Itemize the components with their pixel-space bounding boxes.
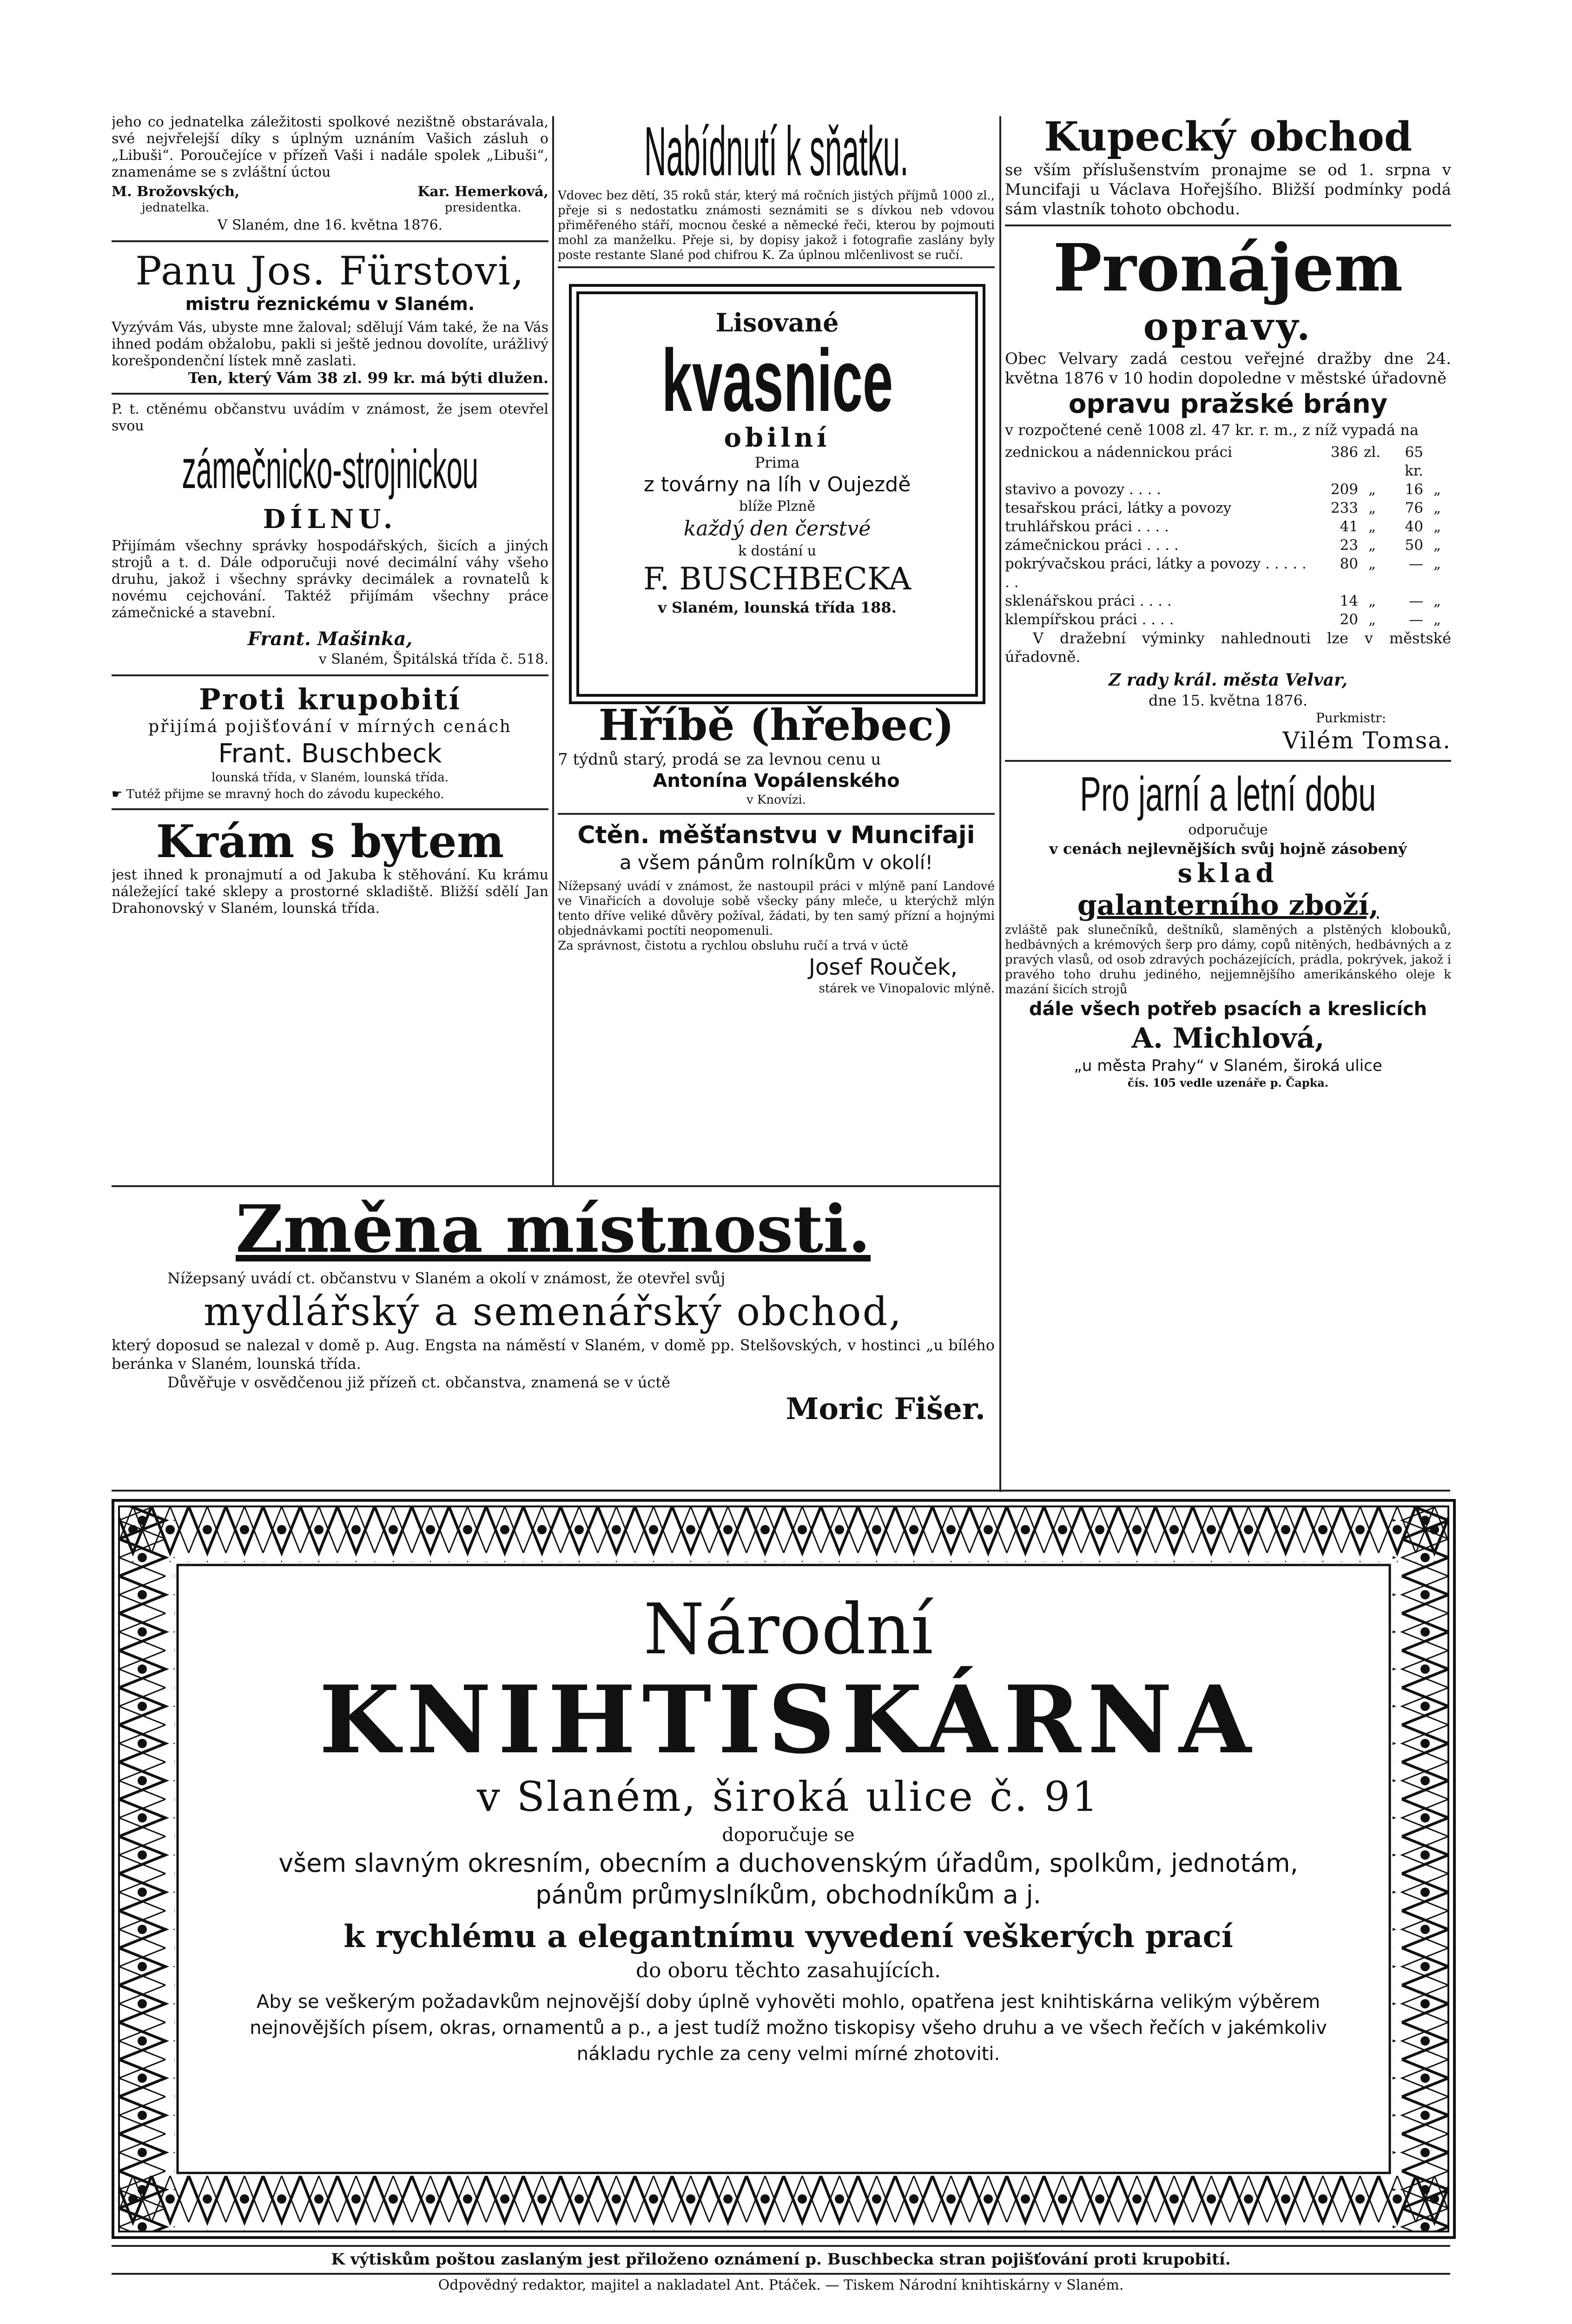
divider — [112, 240, 548, 242]
krupobiti-title: Proti krupobití — [199, 682, 461, 716]
zmena-signature: Moric Fišer. — [786, 1392, 985, 1426]
row-unit: „ — [1368, 500, 1376, 516]
muncifaj-text: Nížepsaný uvádí v známost, že nastoupil práci v mlýně paní Landové ve Vinařicích a dovoluje sobě všecky pány mleče, u kterýchž mlýn tento dříve veliké důvěry požíval, žádati, by ten samý přízní a hojnými objednávkami poctíti neopomenuli. — [558, 879, 995, 938]
row-item: zámečnickou práci . . . . — [1005, 537, 1179, 554]
row-zl: 23 — [1340, 537, 1358, 554]
kn-l1: Národní — [643, 1589, 933, 1670]
pronajem-row — [1005, 536, 1451, 555]
divider — [1005, 760, 1451, 762]
row-unit: „ — [1368, 555, 1376, 572]
snatek-title — [558, 114, 995, 188]
divider — [1005, 224, 1451, 226]
row-ditto: „ — [1433, 611, 1441, 628]
kvasnice-l2: kvasnice — [661, 331, 893, 430]
pronajem-text: v rozpočtené ceně 1008 zl. 47 kr. r. m., z níž vypadá na — [1005, 421, 1419, 439]
kvasnice-l5: z továrny na líh v Oujezdě — [643, 473, 911, 496]
kvasnice-l6: blíže Plzně — [739, 498, 816, 515]
row-zl: 386 — [1330, 444, 1358, 461]
kram-text: jest ihned k pronajmutí a od Jakuba k stěhování. Ku krámu náležející také sklepy a prostorné skladiště. Bližší sdělí Jan Drahonovský v Slaném, lounská třída. — [112, 867, 548, 917]
jaro-address: „u města Prahy“ v Slaném, široká ulice — [1074, 1056, 1382, 1075]
kvasnice-l1: Lisované — [715, 308, 839, 337]
muncifaj-title: Ctěn. měšťanstvu v Muncifaji — [577, 821, 975, 849]
row-item: pokrývačskou práci, látky a povozy . . . . . . . — [1005, 555, 1307, 591]
row-unit: „ — [1368, 481, 1376, 498]
furst-title: Panu Jos. Fürstovi, — [135, 248, 525, 294]
zamecnik-text: Přijímám všechny správky hospodářských, šicích a jiných strojů a t. d. Dále odporučuji nové decimální váhy všeho druhu, jakož i všechny správky decimálek a rovnatelů k novému cejchování. Taktéž přijímám všechny práce zámečnické a stavební. — [112, 538, 548, 621]
row-kr: — — [1409, 611, 1423, 628]
zmena-text2: Důvěřuje v osvědčenou již přízeň ct. občanstva, znamená se v úctě — [167, 1373, 671, 1391]
pronajem-title: Pronájem — [1053, 230, 1403, 306]
left-column — [112, 114, 548, 917]
pronajem-subtitle: opravy. — [1143, 304, 1313, 349]
sig1-name: M. Brožovských, — [112, 184, 240, 200]
kvasnice-frame — [576, 291, 978, 697]
hribe-line1: 7 týdnů starý, prodá se za levnou cenu u — [558, 750, 881, 769]
zmena-ad — [112, 1190, 995, 1427]
pronajem-head: opravu pražské brány — [1068, 389, 1388, 419]
row-ditto: „ — [1433, 593, 1441, 609]
jaro-text: zvláště pak slunečníků, deštníků, slaměných a plstěných klobouků, hedbávných a krémových šerp pro dámy, copů nitěných, hedbávných a z pravých vlasů, od osob zdravých pocházejících, prádla, pokrývek, jakož i pravého toho druhu jediného, nejjemnějšího amerikánského oleje k mazání šicích strojů — [1005, 923, 1451, 997]
column-rule-right — [999, 116, 1001, 1492]
jaro-l3: sklad — [1177, 858, 1279, 889]
kn-l8: do oboru těchto zasahujících. — [635, 1959, 941, 1982]
row-unit: zl. — [1363, 444, 1381, 461]
zmena-title: Změna místnosti. — [235, 1191, 871, 1268]
kvasnice-l3: obilní — [724, 423, 831, 453]
jaro-l4: galanterního zboží, — [1077, 889, 1379, 922]
knihtiskarna-frame — [112, 1499, 1456, 2239]
row-zl: 209 — [1330, 481, 1358, 498]
kvasnice-l7: každý den čerstvé — [683, 517, 871, 541]
krupobiti-name: Frant. Buschbeck — [218, 739, 442, 769]
libuse-signatures — [112, 184, 548, 215]
pronajem-sign-name: Vilém Tomsa. — [1282, 727, 1451, 754]
footer-imprint: Odpovědný redaktor, majitel a nakladatel Ant. Ptáček. — Tiskem Národní knihtiskárny v Slaném. — [438, 2277, 1124, 2293]
kn-l9: Aby se veškerým požadavkům nejnovější doby úplně vyhověti mohlo, opatřena jest knihtiskárna velikým výběrem nejnovějších písem, okras, ornamentů a p., a jest tudíž možno tiskopisy všeho druhu a ve všech řečích v jakémkoliv nákladu rychle za ceny velmi mírné zhotoviti. — [250, 1991, 1327, 2065]
row-item: tesařskou práci, látky a povozy — [1005, 500, 1232, 516]
krupobiti-address: lounská třída, v Slaném, lounská třída. — [211, 771, 449, 785]
zmena-head: mydlářský a semenářský obchod, — [203, 1289, 903, 1334]
row-item: truhlářskou práci . . . . — [1005, 518, 1169, 535]
muncifaj-subtitle: a všem pánům rolníkům v okolí! — [619, 851, 933, 874]
footer-notice: K výtiskům poštou zaslaným jest přiloženo oznámení p. Buschbecka stran pojišťování proti krupobití. — [331, 2250, 1231, 2269]
row-kr: — — [1409, 593, 1423, 609]
divider-knihtiskarna-top — [112, 1490, 1450, 1492]
libuse-notice — [112, 114, 548, 234]
hribe-ad — [558, 700, 995, 807]
zamecnik-title-text: zámečnicko-strojnickou — [182, 439, 478, 500]
pronajem-row — [1005, 555, 1451, 592]
row-zl: 41 — [1340, 518, 1358, 535]
row-zl: 80 — [1340, 555, 1358, 572]
kvasnice-l8: k dostání u — [738, 543, 817, 559]
hribe-name: Antonína Vopálenského — [653, 770, 900, 792]
pronajem-sign-date: dne 15. května 1876. — [1149, 692, 1308, 709]
zamecnik-signature: Frant. Mašinka, — [247, 628, 413, 650]
footer-rule-mid — [112, 2273, 1450, 2275]
row-unit: „ — [1368, 537, 1376, 554]
row-item: sklenářskou práci . . . . — [1005, 593, 1172, 609]
kvasnice-ad — [558, 282, 995, 700]
divider — [558, 266, 995, 268]
row-ditto: „ — [1433, 481, 1441, 498]
row-kr: — — [1409, 555, 1423, 572]
kn-l7: k rychlému a elegantnímu vyvedení veškerých prací — [343, 1918, 1233, 1954]
hribe-place: v Knovízi. — [746, 793, 806, 807]
kn-l6: pánům průmyslníkům, obchodníkům a j. — [535, 1880, 1041, 1909]
jaro-title: Pro jarní a letní dobu — [1080, 767, 1376, 821]
row-zl: 20 — [1340, 611, 1358, 628]
pronajem-table — [1005, 443, 1451, 629]
sig1-role: jednatelka. — [141, 201, 210, 215]
jaro-address2: čís. 105 vedle uzenáře p. Čapka. — [1127, 1076, 1329, 1089]
row-ditto: „ — [1433, 518, 1441, 535]
jaro-ad — [1005, 767, 1451, 1090]
jaro-name: A. Michlová, — [1131, 1022, 1325, 1055]
pronajem-row — [1005, 443, 1451, 480]
muncifaj-ad — [558, 820, 995, 996]
kn-l2: KNIHTISKÁRNA — [319, 1665, 1258, 1775]
zmena-text: který doposud se nalezal v domě p. Aug. Engsta na náměstí v Slaném, v domě pp. Stelšovských, v hostinci „u bílého beránka v Slaném, lounská třída. — [112, 1336, 995, 1373]
row-item: klempířskou práci . . . . — [1005, 611, 1174, 628]
kram-ad — [112, 817, 548, 917]
krupobiti-note: ☛ Tutéž přijme se mravný hoch do závodu kupeckého. — [112, 787, 444, 801]
kvasnice-l10: v Slaném, lounská třída 188. — [658, 599, 897, 616]
pronajem-sign-role: Purkmistr: — [1315, 710, 1386, 726]
muncifaj-signature: Josef Rouček, — [808, 954, 958, 980]
kvasnice-l9: F. BUSCHBECKA — [643, 561, 911, 597]
pronajem-ad — [1005, 232, 1451, 754]
zamecnik-title — [112, 439, 548, 500]
row-kr: 76 — [1405, 500, 1423, 516]
pronajem-row — [1005, 499, 1451, 517]
kvasnice-l2-wrap — [587, 331, 968, 430]
row-zl: 233 — [1330, 500, 1358, 516]
divider-zmena-top — [112, 1185, 999, 1187]
row-ditto — [1423, 443, 1451, 480]
pronajem-row — [1005, 610, 1451, 629]
right-column — [1005, 114, 1451, 1090]
row-ditto: „ — [1433, 500, 1441, 516]
row-kr: 65 kr. — [1404, 444, 1423, 479]
middle-column — [558, 114, 995, 996]
zamecnik-address: v Slaném, Špitálská třída č. 518. — [318, 651, 548, 667]
jaro-title-wrap — [1005, 767, 1451, 821]
muncifaj-text2: Za správnost, čistotu a rychlou obsluhu ručí a trvá v úctě — [558, 939, 909, 953]
zmena-intro: Nížepsaný uvádí ct. občanstvu v Slaném a okolí v známost, že otevřel svůj — [167, 1269, 726, 1287]
pronajem-sign-office: Z rady král. města Velvar, — [1109, 670, 1347, 690]
krupobiti-line: přijímá pojišťování v mírných cenách — [148, 717, 512, 736]
jaro-l1: odporučuje — [1188, 822, 1268, 838]
knihtiskarna-content — [184, 1571, 1393, 2067]
divider — [112, 674, 548, 676]
row-zl: 14 — [1340, 593, 1358, 609]
snatek-ad — [558, 114, 995, 263]
furst-subtitle: mistru řeznickému v Slaném. — [185, 294, 475, 314]
row-ditto: „ — [1433, 537, 1441, 554]
zamecnik-subtitle: DÍLNU. — [263, 504, 397, 535]
divider — [558, 813, 995, 815]
zamecnik-ad — [112, 401, 548, 668]
divider — [112, 808, 548, 810]
furst-text: Vyzývám Vás, ubyste mne žaloval; sdělují Vám také, že na Vás ihned podám obžalobu, pakli si ještě jednou dovolíte, urážlivý korešpondenční lístek mně zaslati. — [112, 319, 548, 369]
krupobiti-ad — [112, 683, 548, 802]
row-item: zednickou a nádennickou práci — [1005, 444, 1232, 461]
row-unit: „ — [1368, 611, 1376, 628]
row-kr: 40 — [1405, 518, 1423, 535]
kram-title: Krám s bytem — [156, 815, 504, 868]
libuse-date: V Slaném, dne 16. května 1876. — [217, 217, 443, 233]
pronajem-intro: Obec Velvary zadá cestou veřejné dražby dne 24. května 1876 v 10 hodin dopoledne v městské úřadovně — [1005, 350, 1451, 388]
kn-l4: doporučuje se — [722, 1824, 855, 1846]
kn-l5: všem slavným okresním, obecním a duchovenským úřadům, spolkům, jednotám, — [278, 1849, 1298, 1878]
pronajem-note: V dražební výminky nahlednouti lze v městské úřadovně. — [1005, 629, 1451, 666]
divider — [112, 393, 548, 395]
kvasnice-l4: Prima — [754, 454, 800, 471]
muncifaj-role: stárek ve Vinopalovic mlýně. — [819, 982, 995, 996]
hribe-title: Hříbě (hřebec) — [598, 700, 954, 750]
snatek-title-text: Nabídnutí k sňatku. — [644, 114, 909, 190]
row-ditto: „ — [1433, 555, 1441, 572]
pronajem-row — [1005, 592, 1451, 610]
sig2-role: presidentka. — [444, 201, 522, 215]
row-kr: 50 — [1405, 537, 1423, 554]
furst-closing: Ten, který Vám 38 zl. 99 kr. má býti dlužen. — [188, 369, 548, 387]
kupecky-ad — [1005, 114, 1451, 219]
column-rule-left — [552, 116, 554, 1185]
kn-l3: v Slaném, široká ulice č. 91 — [476, 1773, 1100, 1821]
zamecnik-intro: P. t. ctěnému občanstvu uvádím v známost, že jsem otevřel svou — [112, 401, 548, 434]
row-item: stavivo a povozy . . . . — [1005, 481, 1162, 498]
pronajem-row — [1005, 517, 1451, 536]
furst-notice — [112, 249, 548, 386]
row-kr: 16 — [1405, 481, 1423, 498]
jaro-l2: v cenách nejlevnějších svůj hojně zásobený — [1049, 840, 1407, 858]
row-unit: „ — [1368, 518, 1376, 535]
kupecky-title: Kupecký obchod — [1044, 114, 1412, 160]
row-unit: „ — [1368, 593, 1376, 609]
libuse-text: jeho co jednatelka záležitosti spolkové nezištně obstarávala, své nejvřelejší díky s úplným uznáním Vašich zásluh o „Libuši“. Poroučejíce v přízeň Vaši i nadále spolek „Libuši“, znamenáme se s zvláštní úctou — [112, 114, 548, 180]
footer-rule-top — [112, 2245, 1450, 2247]
snatek-text: Vdovec bez dětí, 35 roků stár, který má ročních jistých příjmů 1000 zl., přeje si s nedostatku známosti seznámiti se s dívkou neb vdovou přiměřeného stáří, mocnou české a německé řeči, kterou by pojmouti mohl za manželku. Přeje si, by dopisy jakož i fotografie zaslány byly poste restante Slané pod chifrou K. Za úplnou mlčenlivost se ručí. — [558, 189, 995, 262]
jaro-l5: dále všech potřeb psacích a kreslicích — [1029, 998, 1427, 1020]
sig2-name: Kar. Hemerková, — [417, 184, 548, 200]
pronajem-row — [1005, 480, 1451, 499]
kupecky-text: se vším příslušenstvím pronajme se od 1. srpna v Muncifaji u Václava Hořejšího. Bližší podmínky podá sám vlastník tohoto obchodu. — [1005, 161, 1451, 218]
